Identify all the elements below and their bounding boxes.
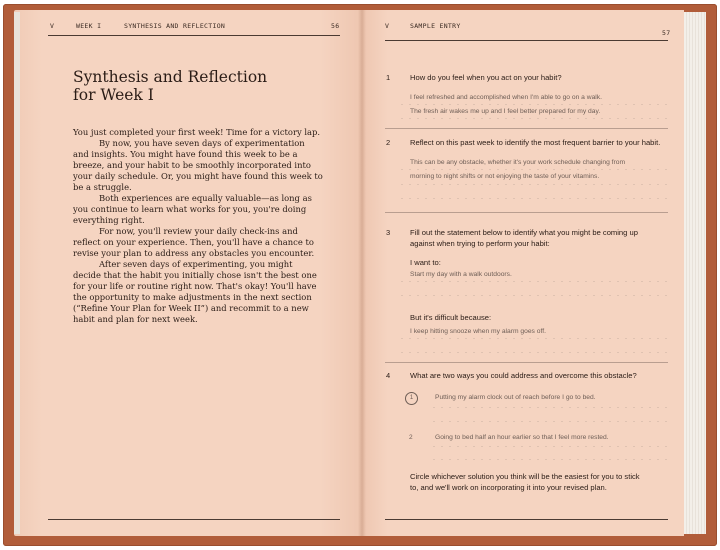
q4-answer-rule [430,407,670,408]
q4-option-2: Going to bed half an hour earlier so that I feel more rested. [435,434,609,441]
section-divider [385,128,668,129]
q2-answer-rule [398,184,670,185]
q3-difficult-answer: I keep hitting snooze when my alarm goes off. [410,328,546,335]
q1-answer-line-1: I feel refreshed and accomplished when I'm able to go on a walk. [410,94,602,101]
q2-question: Reflect on this past week to identify the most frequent barrier to your habit. [410,138,661,147]
title-line-2: for Week I [73,86,154,104]
q4-closing-line-2: to, and we'll work on incorporating it into your revised plan. [410,483,607,492]
q2-answer-line-2: morning to night shifts or not enjoying the taste of your vitamins. [410,173,600,180]
q3-answer-rule [398,352,670,353]
right-header-label: SAMPLE ENTRY [410,22,461,30]
q3-question-line-1: Fill out the statement below to identify what you might be coming up [410,228,638,237]
q4-number: 4 [386,371,391,380]
right-page-number: 57 [662,29,671,37]
page-edges-right [684,12,706,534]
q4-question: What are two ways you could address and overcome this obstacle? [410,371,637,380]
q3-number: 3 [386,228,391,237]
q1-number: 1 [386,73,391,82]
q2-answer-line-1: This can be any obstacle, whether it's your work schedule changing from [410,159,626,166]
paragraph-3: Both experiences are equally valuable—as long as you continue to learn what works for you, you're doing everything right. [73,193,312,225]
paragraph-4: For now, you'll review your daily check-ins and reflect on your experience. Then, you'll have a chance to revise your plan to address any obstacles you encounter. [73,226,315,258]
q4-answer-rule [430,421,670,422]
q3-want-label: I want to: [410,258,441,267]
left-page-number: 56 [331,22,340,30]
q1-answer-rule [398,118,670,119]
q4-option-1-circled-number: 1 [405,392,418,405]
body-text [73,127,323,325]
q1-question: How do you feel when you act on your habit? [410,73,562,82]
q3-answer-rule [398,281,670,282]
q4-closing-line-1: Circle whichever solution you think will be the easiest for you to stick [410,472,640,481]
left-footer-rule [48,519,340,520]
q4-answer-rule [430,446,670,447]
paragraph-1: You just completed your first week! Time for a victory lap. [73,127,321,137]
paragraph-2: By now, you have seven days of experimentation and insights. You might have found this week to be a breeze, and your habit to be smoothly incorporated into your daily schedule. Or, you might have found this week to be a struggle. [73,138,323,192]
q3-difficult-label: But it's difficult because: [410,313,492,322]
q1-answer-line-2: The fresh air wakes me up and I feel better prepared for my day. [410,108,601,115]
q3-answer-rule [398,338,670,339]
right-footer-rule [385,519,668,520]
q3-answer-rule [398,295,670,296]
q4-answer-rule [430,459,670,460]
title-line-1: Synthesis and Reflection [73,68,268,86]
section-divider [385,212,668,213]
book-gutter [358,10,366,536]
right-header-section: V [385,22,390,30]
page-title [73,68,323,104]
right-header-rule [385,40,668,41]
page-edges-left [14,12,20,534]
paragraph-5: After seven days of experimenting, you might decide that the habit you initially chose isn't the best one for your life or routine right now. That's okay! You'll have the opportunity to make adjustments in the next section (“Refine Your Plan for Week II”) and recommit to a new habit and plan for next week. [73,259,317,324]
q2-answer-rule [398,198,670,199]
q3-question-line-2: against when trying to perform your habit: [410,239,550,248]
q4-option-2-number: 2 [409,434,413,441]
left-header-week: WEEK I [76,22,102,30]
q3-want-answer: Start my day with a walk outdoors. [410,271,512,278]
left-header-section: V [50,22,55,30]
q2-number: 2 [386,138,391,147]
q4-option-1: Putting my alarm clock out of reach before I go to bed. [435,394,596,401]
left-header-rule [48,35,340,36]
section-divider [385,362,668,363]
left-header-chapter: SYNTHESIS AND REFLECTION [124,22,226,30]
